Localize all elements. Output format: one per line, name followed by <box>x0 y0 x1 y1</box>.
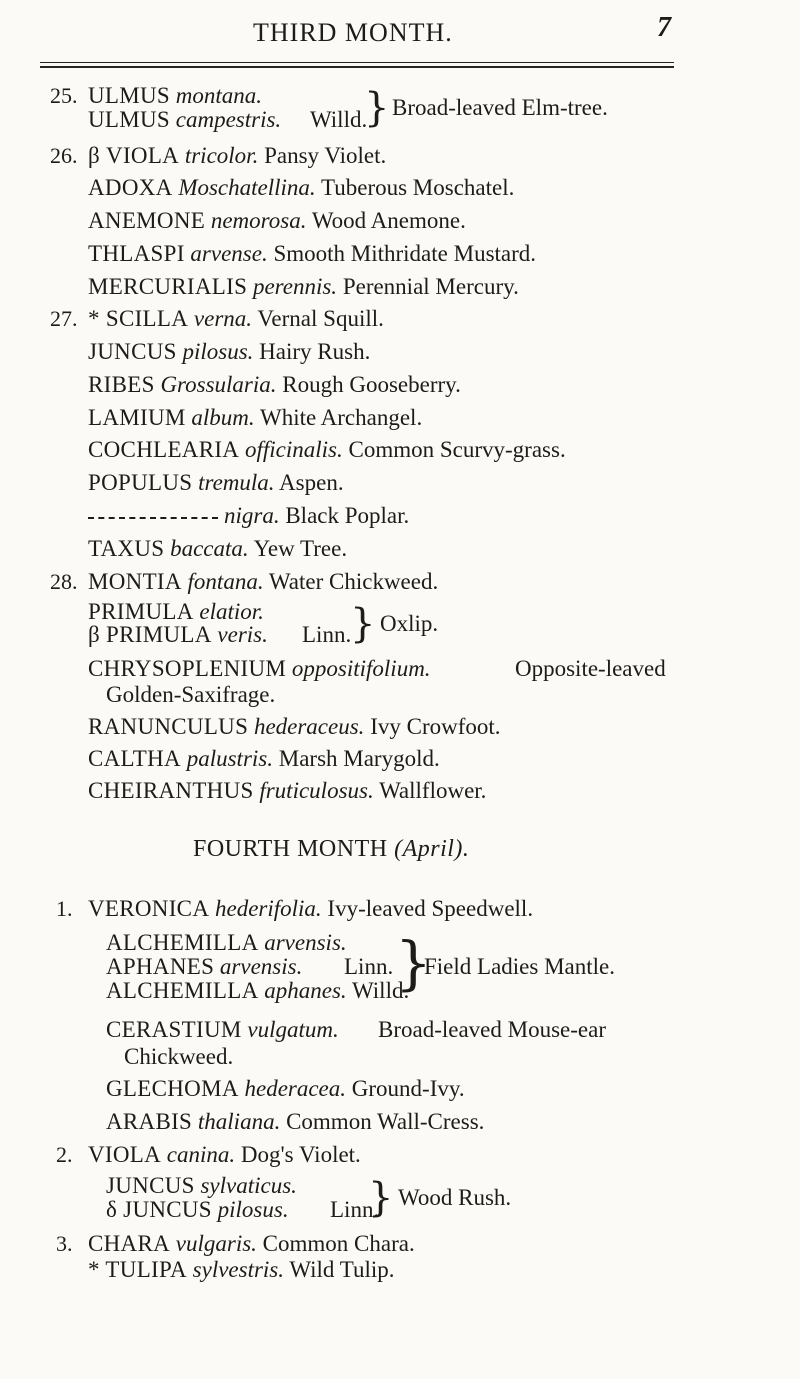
page-header <box>0 8 800 68</box>
list-item: CHARA vulgaris. Common Chara. <box>88 1231 415 1256</box>
list-item-continuation: Chickweed. <box>124 1044 234 1069</box>
list-item: ANEMONE nemorosa. Wood Anemone. <box>88 208 466 233</box>
plant-list <box>0 68 800 1358</box>
entry-number: 3. <box>56 1231 73 1256</box>
list-item: ADOXA Moschatellina. Tuberous Moschatel. <box>88 175 515 200</box>
list-item: ULMUS montana. <box>88 83 263 108</box>
bracket-brace: } <box>364 85 390 131</box>
list-item: CERASTIUM vulgatum. <box>106 1017 339 1042</box>
list-item: GLECHOMA hederacea. Ground-Ivy. <box>106 1076 465 1101</box>
list-item: CHRYSOPLENIUM oppositifolium. <box>88 656 431 681</box>
entry-number: 25. <box>50 83 78 108</box>
list-item: CHEIRANTHUS fruticulosus. Wallflower. <box>88 778 487 803</box>
list-item: * TULIPA sylvestris. Wild Tulip. <box>88 1257 395 1282</box>
list-item-continuation: Golden-Saxifrage. <box>106 682 276 707</box>
bracket-label: Oxlip. <box>380 611 439 636</box>
list-item: * SCILLA verna. Vernal Squill. <box>88 306 384 331</box>
ditto-dash <box>88 517 218 519</box>
list-item: POPULUS tremula. Aspen. <box>88 470 344 495</box>
entry-number: 27. <box>50 306 78 331</box>
header-rule <box>40 62 674 63</box>
common-name: Broad-leaved Mouse-ear <box>378 1017 606 1042</box>
list-item: THLASPI arvense. Smooth Mithridate Mustard. <box>88 241 537 266</box>
list-item: ARABIS thaliana. Common Wall-Cress. <box>106 1109 485 1134</box>
bracket-brace: } <box>395 929 432 997</box>
list-item: VERONICA hederifolia. Ivy-leaved Speedwell. <box>88 896 534 921</box>
bracket-label: Wood Rush. <box>398 1185 512 1210</box>
entry-number: 26. <box>50 143 78 168</box>
list-item: JUNCUS sylvaticus. <box>106 1173 297 1198</box>
entry-number: 28. <box>50 569 78 594</box>
bracket-label: Field Ladies Mantle. <box>424 954 615 979</box>
list-item: ULMUS campestris. Willd. <box>88 107 368 132</box>
running-head: THIRD MONTH. <box>253 18 453 47</box>
list-item: MERCURIALIS perennis. Perennial Mercury. <box>88 274 519 299</box>
section-heading: FOURTH MONTH (April). <box>193 836 470 862</box>
page-number: 7 <box>657 12 671 43</box>
list-item: β VIOLA tricolor. Pansy Violet. <box>88 143 387 168</box>
list-item: β PRIMULA veris. Linn. <box>88 622 352 647</box>
list-item: nigra. Black Poplar. <box>88 502 409 530</box>
list-item: PRIMULA elatior. <box>88 599 264 624</box>
list-item: TAXUS baccata. Yew Tree. <box>88 536 348 561</box>
list-item: δ JUNCUS pilosus. Linn. <box>106 1197 380 1222</box>
list-item: CALTHA palustris. Marsh Marygold. <box>88 746 440 771</box>
list-item: APHANES arvensis. Linn. <box>106 954 394 979</box>
entry-number: 1. <box>56 896 73 921</box>
list-item: COCHLEARIA officinalis. Common Scurvy-grass. <box>88 437 566 462</box>
entry-number: 2. <box>56 1142 73 1167</box>
bracket-label: Broad-leaved Elm-tree. <box>392 95 608 120</box>
common-name: Opposite-leaved <box>515 656 666 681</box>
list-item: LAMIUM album. White Archangel. <box>88 405 423 430</box>
list-item: ALCHEMILLA aphanes. Willd. <box>106 978 410 1003</box>
list-item: ALCHEMILLA arvensis. <box>106 930 347 955</box>
list-item: MONTIA fontana. Water Chickweed. <box>88 569 439 594</box>
list-item: RANUNCULUS hederaceus. Ivy Crowfoot. <box>88 714 501 739</box>
bracket-brace: } <box>368 1175 394 1221</box>
list-item: RIBES Grossularia. Rough Gooseberry. <box>88 372 461 397</box>
list-item: VIOLA canina. Dog's Violet. <box>88 1142 361 1167</box>
bracket-brace: } <box>350 601 376 647</box>
list-item: JUNCUS pilosus. Hairy Rush. <box>88 339 371 364</box>
